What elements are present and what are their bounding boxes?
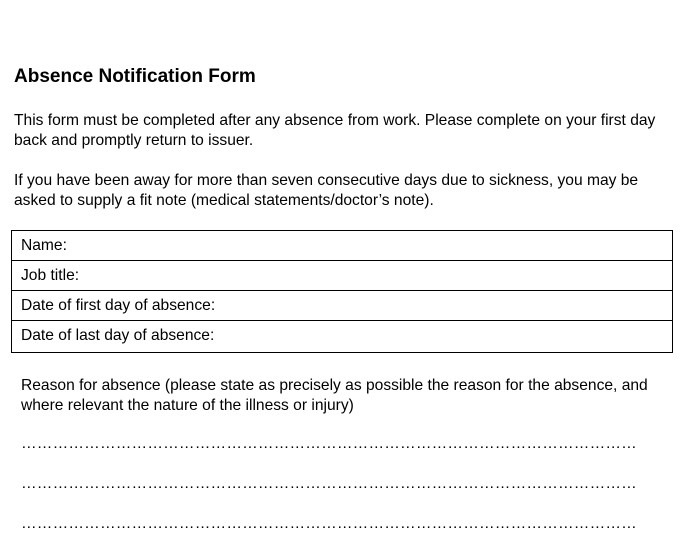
- reason-answer-line[interactable]: ………………………………………………………………………………………………………: [21, 515, 637, 532]
- last-day-of-absence-field[interactable]: [12, 321, 672, 351]
- job-title-field[interactable]: [12, 261, 672, 291]
- name-field[interactable]: [12, 231, 672, 261]
- reason-prompt: Reason for absence (please state as precisely as possible the reason for the absence, and where relevant the nature of the illness or injury): [21, 377, 648, 414]
- first-day-of-absence-field[interactable]: [12, 291, 672, 321]
- last-day-of-absence-label: Date of last day of absence:: [21, 327, 215, 344]
- first-day-of-absence-label: Date of first day of absence:: [21, 297, 216, 314]
- reason-answer-line[interactable]: ………………………………………………………………………………………………………: [21, 475, 637, 492]
- fit-note-paragraph: If you have been away for more than seven consecutive days due to sickness, you may be asked to supply a fit note (medical statements/doctor’s note).: [14, 172, 639, 209]
- form-title: Absence Notification Form: [14, 66, 256, 87]
- details-table: [11, 230, 673, 353]
- name-label: Name:: [21, 237, 67, 254]
- job-title-label: Job title:: [21, 267, 80, 284]
- intro-paragraph: This form must be completed after any absence from work. Please complete on your first day back and promptly return to issuer.: [14, 112, 656, 149]
- reason-answer-line[interactable]: ………………………………………………………………………………………………………: [21, 435, 637, 452]
